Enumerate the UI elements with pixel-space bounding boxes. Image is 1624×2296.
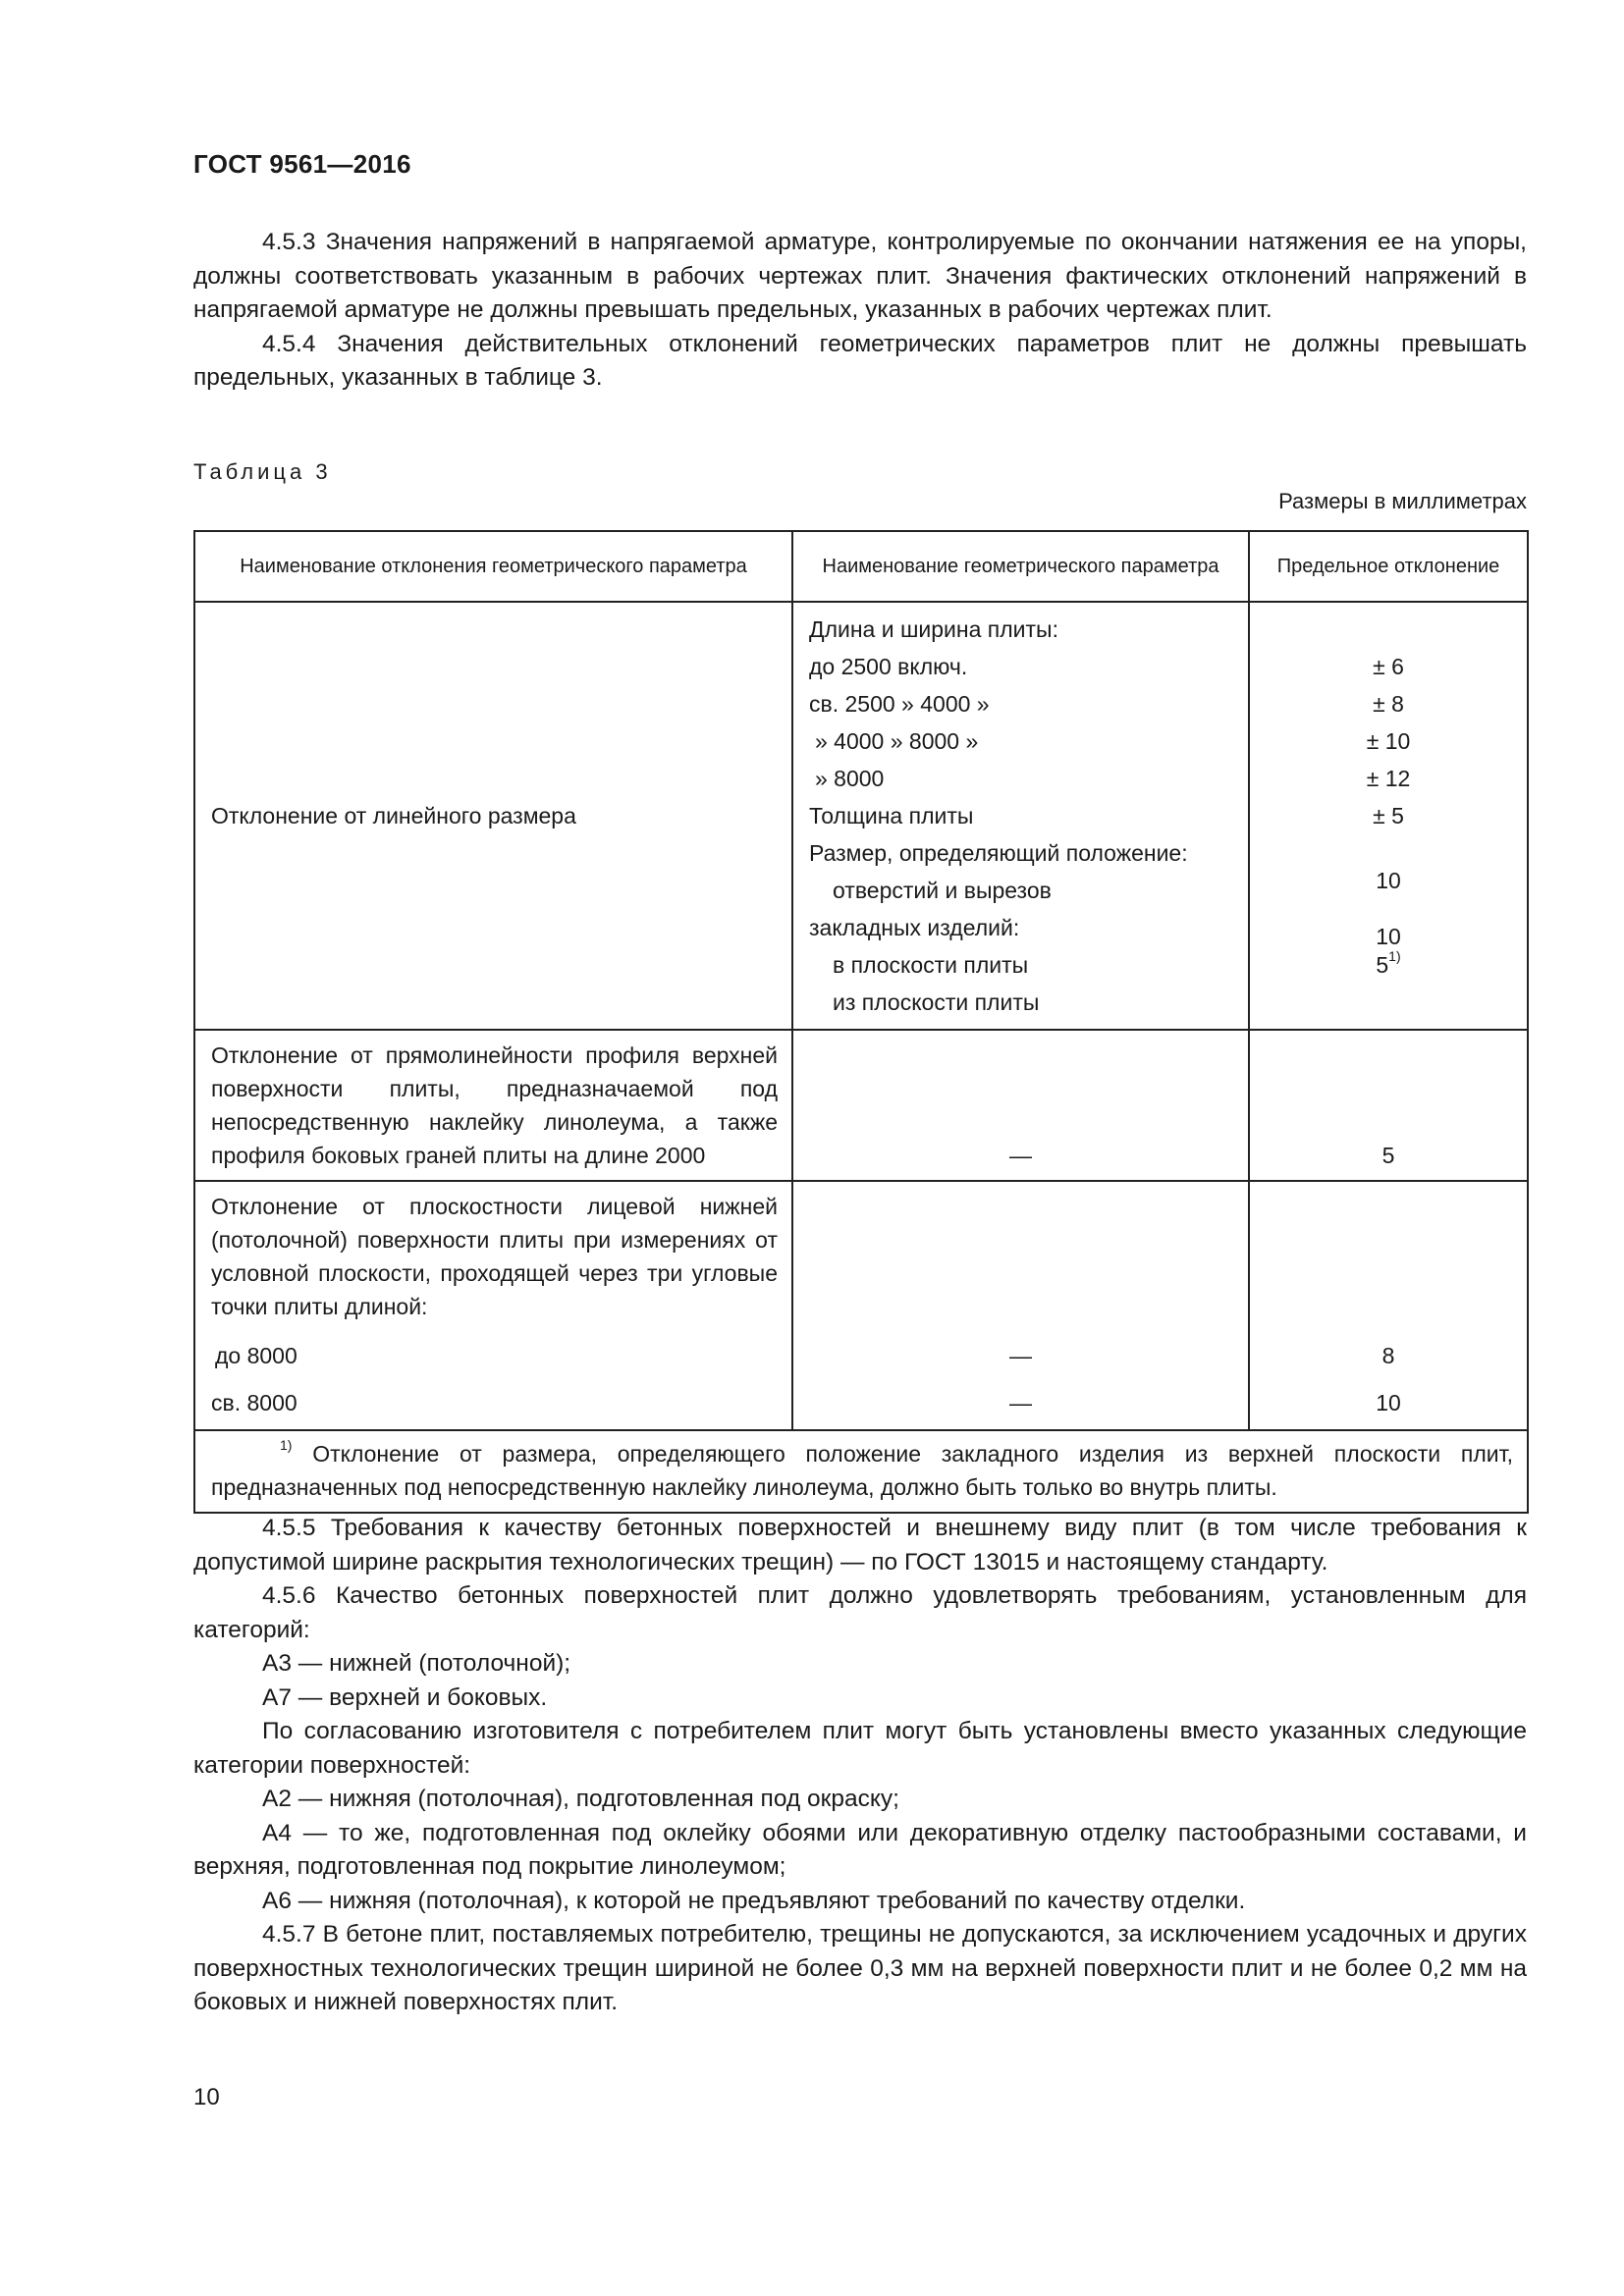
- row1-params-cell: [792, 602, 1249, 1030]
- top-text-block: [193, 226, 1527, 396]
- value-text: 10: [1376, 924, 1401, 949]
- footnote-text: Отклонение от размера, определяющего положение закладного изделия из верхней плоскости плит, предназначенных под непосредственную наклейку линолеума, должно быть только во внутрь плиты.: [211, 1441, 1513, 1500]
- row3-sub-label: св. 8000: [211, 1390, 298, 1415]
- param-line: » 4000 » 8000 »: [815, 728, 979, 754]
- row1-values-cell: [1249, 602, 1528, 1030]
- category-item: А7 — верхней и боковых.: [262, 1683, 548, 1711]
- category-item: А4 — то же, подготовленная под оклейку обоями или декоративную отделку пастообразными составами, и верхняя, подготовленная под покрытие линолеумом;: [193, 1819, 1527, 1880]
- page-number: 10: [193, 2084, 220, 2110]
- footnote-ref: 1): [1388, 948, 1401, 965]
- table-units: Размеры в миллиметрах: [1278, 489, 1527, 513]
- category-item: А2 — нижняя (потолочная), подготовленная под окраску;: [262, 1786, 899, 1812]
- row2-param-cell: —: [792, 1030, 1249, 1181]
- param-line: » 8000: [815, 766, 885, 791]
- table-footnote: [194, 1430, 1528, 1513]
- param-line: Длина и ширина плиты:: [809, 616, 1058, 642]
- row3-sub-param: —: [1009, 1390, 1032, 1415]
- header-col-parameter-name: Наименование геометрического параметра: [792, 531, 1249, 602]
- value-line: [1251, 834, 1526, 893]
- value-line: ± 8: [1373, 691, 1404, 717]
- param-line: отверстий и вырезов: [833, 878, 1052, 903]
- param-line: закладных изделий:: [809, 915, 1020, 940]
- row3-sub-value: 10: [1376, 1390, 1401, 1415]
- table-header-row: [194, 531, 1528, 602]
- row1-deviation-cell: [194, 602, 792, 1030]
- row3-sub-label: до 8000: [215, 1343, 298, 1368]
- table-footnote-row: [194, 1430, 1528, 1513]
- table-row: [194, 1030, 1528, 1181]
- row3-sub-param: —: [1009, 1343, 1032, 1368]
- bottom-text-block: [193, 1512, 1527, 2020]
- value-text: 5: [1376, 952, 1389, 978]
- category-item: А6 — нижняя (потолочная), к которой не предъявляют требований по качеству отделки.: [262, 1887, 1246, 1914]
- param-line: Толщина плиты: [809, 803, 974, 828]
- param-line: до 2500 включ.: [809, 654, 968, 679]
- param-line: из плоскости плиты: [833, 989, 1040, 1015]
- row2-value-cell: 5: [1249, 1030, 1528, 1181]
- header-col-deviation-name: Наименование отклонения геометрического параметра: [194, 531, 792, 602]
- value-line: ± 6: [1373, 654, 1404, 679]
- document-header: ГОСТ 9561—2016: [193, 149, 411, 179]
- row3-deviation-name: Отклонение от плоскостности лицевой нижней (потолочной) поверхности плиты при измерениях от условной плоскости, проходящей через три угловые точки плиты длиной:: [211, 1194, 778, 1319]
- paragraph-4-5-4: 4.5.4 Значения действительных отклонений геометрических параметров плит не должны превышать предельных, указанных в таблице 3.: [193, 330, 1527, 391]
- row2-deviation-cell: Отклонение от прямолинейности профиля верхней поверхности плиты, предназначаемой под непосредственную наклейку линолеума, а также профиля боковых граней плиты на длине 2000: [194, 1030, 792, 1181]
- value-line: [1251, 946, 1526, 984]
- footnote-mark: 1): [280, 1437, 293, 1454]
- param-line: Размер, определяющий положение:: [809, 840, 1188, 866]
- value-line: ± 5: [1373, 803, 1404, 828]
- paragraph-4-5-5: 4.5.5 Требования к качеству бетонных поверхностей и внешнему виду плит (в том числе требования к допустимой ширине раскрытия технологических трещин) — по ГОСТ 13015 и настоящему стандарту.: [193, 1515, 1527, 1575]
- row1-deviation-name: Отклонение от линейного размера: [211, 803, 576, 828]
- row3-deviation-cell: [194, 1181, 792, 1430]
- category-item: А3 — нижней (потолочной);: [262, 1650, 571, 1677]
- row3-sub-value: 8: [1381, 1343, 1395, 1368]
- paragraph-4-5-7: 4.5.7 В бетоне плит, поставляемых потребителю, трещины не допускаются, за исключением усадочных и других поверхностных технологических трещин шириной не более 0,3 мм на верхней поверхности плит и не более 0,2 мм на боковых и нижней поверхностях плит.: [193, 1921, 1527, 2015]
- table-caption: Таблица 3: [193, 459, 332, 484]
- paragraph-4-5-6: 4.5.6 Качество бетонных поверхностей плит должно удовлетворять требованиям, установленным для категорий:: [193, 1582, 1527, 1643]
- value-line: [1251, 890, 1526, 949]
- param-line: св. 2500 » 4000 »: [809, 691, 990, 717]
- value-line: ± 10: [1366, 728, 1411, 754]
- row3-params-cell: [792, 1181, 1249, 1430]
- paragraph-agreement: По согласованию изготовителя с потребителем плит могут быть установлены вместо указанных следующие категории поверхностей:: [193, 1718, 1527, 1779]
- row3-values-cell: [1249, 1181, 1528, 1430]
- tolerance-table: [193, 530, 1529, 1514]
- value-text: 10: [1376, 868, 1401, 893]
- table-row: [194, 602, 1528, 1030]
- table-row: [194, 1181, 1528, 1430]
- value-line: ± 12: [1366, 766, 1411, 791]
- param-line: в плоскости плиты: [833, 952, 1029, 978]
- paragraph-4-5-3: 4.5.3 Значения напряжений в напрягаемой арматуре, контролируемые по окончании натяжения ее на упоры, должны соответствовать указанным в рабочих чертежах плит. Значения фактических отклонений напряжений в напрягаемой арматуре не должны превышать предельных, указанных в рабочих чертежах плит.: [193, 229, 1527, 323]
- header-col-limit: Предельное отклонение: [1249, 531, 1528, 602]
